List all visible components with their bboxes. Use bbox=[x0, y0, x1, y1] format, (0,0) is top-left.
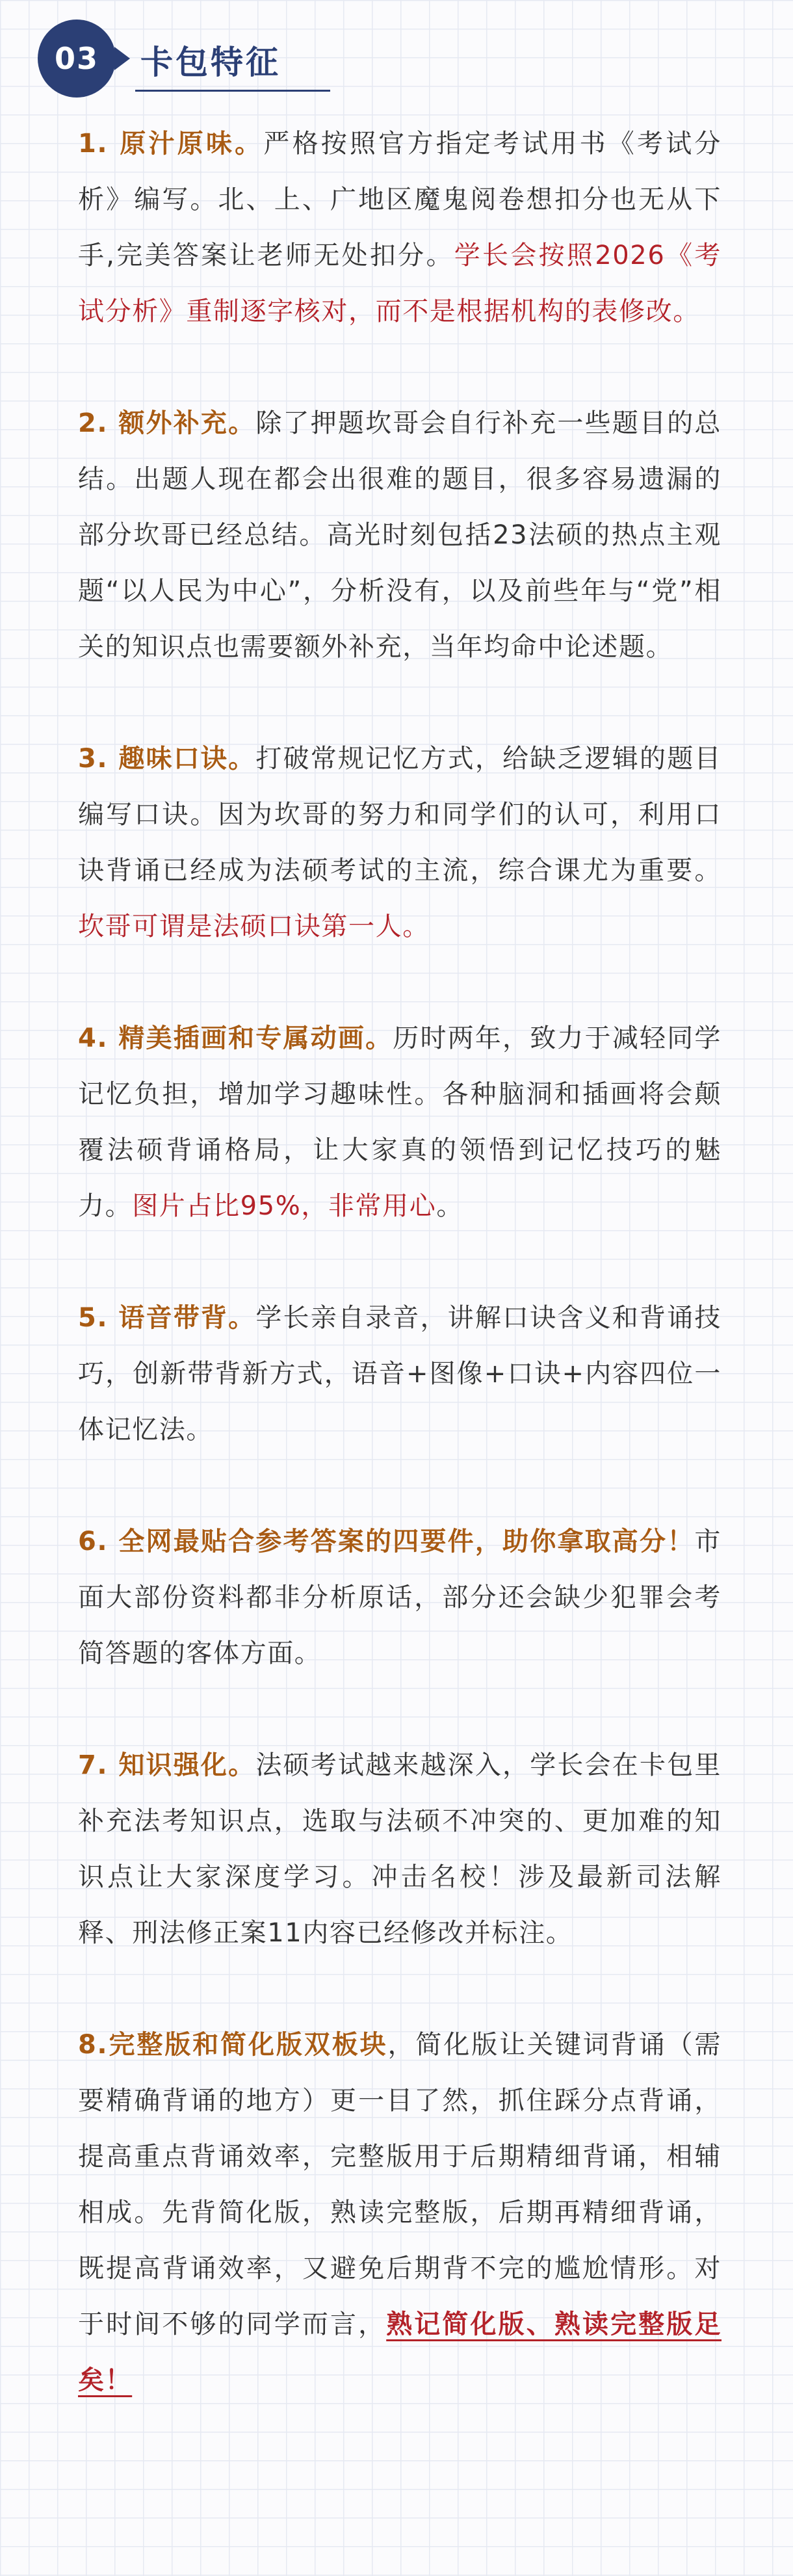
feature-heading: 8.完整版和简化版双板块 bbox=[78, 2030, 388, 2060]
feature-heading: 3. 趣味口诀。 bbox=[78, 744, 256, 774]
feature-heading: 4. 精美插画和专属动画。 bbox=[78, 1023, 393, 1053]
section-title: 卡包特征 bbox=[140, 44, 281, 81]
feature-item-3 bbox=[78, 731, 722, 954]
feature-text: 法硕考试越来越深入，学长会在卡包里补充法考知识点，选取与法硕不冲突的、更加难的知识点让大家深度学习。冲击名校！涉及最新司法解释、刑法修正案11内容已经修改并标注。 bbox=[78, 1750, 722, 1948]
feature-text: 打破常规记忆方式，给缺乏逻辑的题目编写口诀。因为坎哥的努力和同学们的认可，利用口诀背诵已经成为法硕考试的主流，综合课尤为重要。 bbox=[78, 744, 722, 886]
feature-text: 市面大部份资料都非分析原话，部分还会缺少犯罪会考简答题的客体方面。 bbox=[78, 1527, 722, 1668]
feature-item-5 bbox=[78, 1290, 722, 1458]
feature-list bbox=[78, 116, 722, 2408]
feature-item-6 bbox=[78, 1514, 722, 1681]
feature-item-8 bbox=[78, 2017, 722, 2408]
feature-heading: 6. 全网最贴合参考答案的四要件，助你拿取高分！ bbox=[78, 1527, 695, 1557]
feature-item-2 bbox=[78, 395, 722, 675]
feature-text: 严格按照官方指定考试用书《考试分析》编写。北、上、广地区魔鬼阅卷想扣分也无从下手,完美答案让老师无处扣分。 bbox=[78, 129, 722, 270]
title-underline bbox=[135, 90, 330, 92]
feature-item-4 bbox=[78, 1010, 722, 1234]
feature-text: 历时两年，致力于减轻同学记忆负担，增加学习趣味性。各种脑洞和插画将会颠覆法硕背诵格局，让大家真的领悟到记忆技巧的魅力。 bbox=[78, 1023, 722, 1221]
badge-arrow-icon bbox=[114, 47, 130, 70]
section-header bbox=[38, 20, 324, 98]
feature-item-1 bbox=[78, 116, 722, 339]
feature-highlight: 坎哥可谓是法硕口诀第一人。 bbox=[78, 912, 430, 941]
feature-heading: 5. 语音带背。 bbox=[78, 1303, 256, 1333]
feature-highlight: 熟记简化版、熟读完整版足矣！ bbox=[78, 2309, 722, 2395]
feature-text-end: 。 bbox=[436, 1191, 463, 1221]
feature-highlight: 学长会按照2026《考试分析》重制逐字核对，而不是根据机构的表修改。 bbox=[78, 241, 722, 326]
feature-highlight: 图片占比95%，非常用心 bbox=[132, 1191, 437, 1221]
feature-item-7 bbox=[78, 1737, 722, 1961]
feature-text: 学长亲自录音，讲解口诀含义和背诵技巧，创新带背新方式，语音+图像+口诀+内容四位一体记忆法。 bbox=[78, 1303, 722, 1445]
feature-heading: 7. 知识强化。 bbox=[78, 1750, 256, 1780]
feature-heading: 2. 额外补充。 bbox=[78, 408, 256, 438]
feature-text: ，简化版让关键词背诵（需要精确背诵的地方）更一目了然，抓住踩分点背诵，提高重点背诵效率，完整版用于后期精细背诵，相辅相成。先背简化版，熟读完整版，后期再精细背诵，既提高背诵效率，又避免后期背不完的尴尬情形。对于时间不够的同学而言， bbox=[78, 2030, 722, 2339]
feature-text: 除了押题坎哥会自行补充一些题目的总结。出题人现在都会出很难的题目，很多容易遗漏的部分坎哥已经总结。高光时刻包括23法硕的热点主观题“以人民为中心”，分析没有，以及前些年与“党”相关的知识点也需要额外补充，当年均命中论述题。 bbox=[78, 408, 722, 662]
section-number-badge: 03 bbox=[38, 20, 116, 98]
feature-heading: 1. 原汁原味。 bbox=[78, 129, 264, 159]
